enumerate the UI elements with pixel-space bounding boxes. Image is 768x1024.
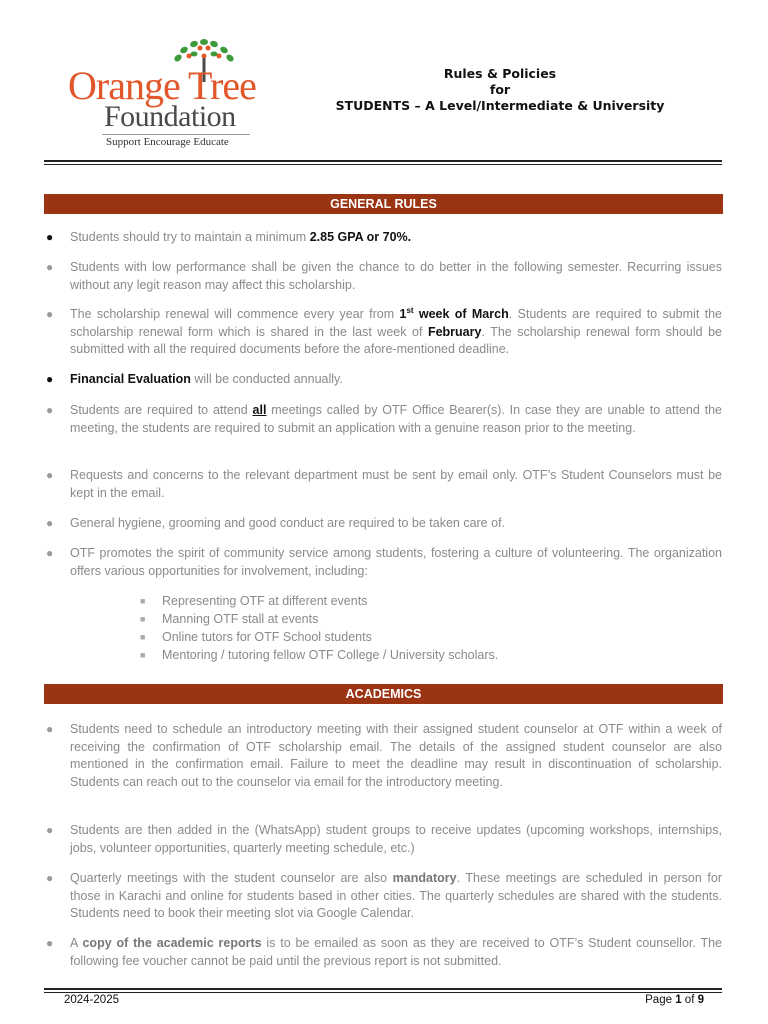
document-title bbox=[330, 66, 670, 114]
bullet-icon: ● bbox=[46, 722, 54, 736]
list-item: ● The scholarship renewal will commence every year from 1st week of March. Students are required to submit the scholarship renewal form which is shared in the last week of February. The scholarship renewal form should be submitted with all the required documents before the afore-mentioned deadline. bbox=[46, 305, 722, 356]
page-number: Page 1 of 9 bbox=[645, 994, 704, 1006]
list-item: ● A copy of the academic reports is to be emailed as soon as they are received to OTF’s Student counsellor. The following fee voucher cannot be paid until the previous report is not submitted. bbox=[46, 936, 722, 968]
sublist-item: ■ Manning OTF stall at events bbox=[140, 612, 319, 626]
square-bullet-icon: ■ bbox=[140, 650, 146, 660]
bullet-icon: ● bbox=[46, 307, 54, 321]
list-item: ● Students are then added in the (WhatsApp) student groups to receive updates (upcoming workshops, internships, jobs, volunteer opportunities, quarterly meeting schedule, etc.) bbox=[46, 823, 722, 855]
volunteer-sublist bbox=[140, 592, 498, 664]
bullet-icon: ● bbox=[46, 230, 54, 244]
footer-divider-thin bbox=[44, 992, 722, 993]
bullet-icon: ● bbox=[46, 516, 54, 530]
list-item: ● General hygiene, grooming and good conduct are required to be taken care of. bbox=[46, 515, 722, 533]
bullet-icon: ● bbox=[46, 372, 54, 386]
orange-tree-logo bbox=[66, 36, 296, 152]
list-item: ● Students should try to maintain a minimum 2.85 GPA or 70%. bbox=[46, 229, 722, 247]
logo-tree-word: Tree bbox=[188, 63, 256, 108]
logo-orange-word: Orange bbox=[68, 63, 180, 108]
bullet-icon: ● bbox=[46, 260, 54, 274]
logo-divider bbox=[102, 134, 250, 135]
list-item: ● Students with low performance shall be given the chance to do better in the following semester. Recurring issues without any legit reason may affect this scholarship. bbox=[46, 260, 722, 292]
square-bullet-icon: ■ bbox=[140, 596, 146, 606]
square-bullet-icon: ■ bbox=[140, 632, 146, 642]
list-item: ● Students need to schedule an introductory meeting with their assigned student counselor at OTF within a week of receiving the confirmation of OTF scholarship email. The details of the assigned student counselor are also mentioned in the confirmation email. Failure to meet the deadline may result in discontinuation of scholarship. Students can reach out to the counselor via email for the introductory meeting. bbox=[46, 722, 722, 789]
section-header-general-rules: GENERAL RULES bbox=[44, 194, 723, 214]
sublist-item: ■ Mentoring / tutoring fellow OTF College / University scholars. bbox=[140, 648, 499, 662]
bullet-icon: ● bbox=[46, 936, 54, 950]
title-line-1: Rules & Policies bbox=[443, 66, 557, 81]
list-item: ● Quarterly meetings with the student counselor are also mandatory. These meetings are scheduled in person for those in Karachi and online for students based in other cities. The quarterly schedules are shared with the students. Students need to book their meeting slot via Google Calendar. bbox=[46, 871, 722, 920]
bullet-icon: ● bbox=[46, 403, 54, 417]
list-item: ● Requests and concerns to the relevant department must be sent by email only. OTF’s Student Counselors must be kept in the email. bbox=[46, 468, 722, 500]
title-line-3: STUDENTS – A Level/Intermediate & University bbox=[335, 98, 665, 113]
logo-tagline: Support Encourage Educate bbox=[106, 136, 229, 148]
section-header-academics: ACADEMICS bbox=[44, 684, 723, 704]
bullet-icon: ● bbox=[46, 823, 54, 837]
footer-divider bbox=[44, 988, 722, 990]
header-divider-thin bbox=[44, 164, 722, 165]
sublist-item: ■ Representing OTF at different events bbox=[140, 594, 368, 608]
bullet-icon: ● bbox=[46, 468, 54, 482]
bullet-icon: ● bbox=[46, 871, 54, 885]
title-line-2: for bbox=[489, 82, 511, 97]
square-bullet-icon: ■ bbox=[140, 614, 146, 624]
logo-foundation-word: Foundation bbox=[104, 100, 236, 133]
list-item: ● OTF promotes the spirit of community service among students, fostering a culture of volunteering. The organization offers various opportunities for involvement, including: bbox=[46, 546, 722, 578]
list-item: ● Financial Evaluation will be conducted annually. bbox=[46, 371, 722, 389]
list-item: ● Students are required to attend all meetings called by OTF Office Bearer(s). In case they are unable to attend the meeting, the students are required to submit an application with a genuine reason prior to the meeting. bbox=[46, 403, 722, 435]
footer-year: 2024-2025 bbox=[64, 994, 119, 1006]
bullet-icon: ● bbox=[46, 546, 54, 560]
header-divider bbox=[44, 160, 722, 162]
sublist-item: ■ Online tutors for OTF School students bbox=[140, 630, 372, 644]
